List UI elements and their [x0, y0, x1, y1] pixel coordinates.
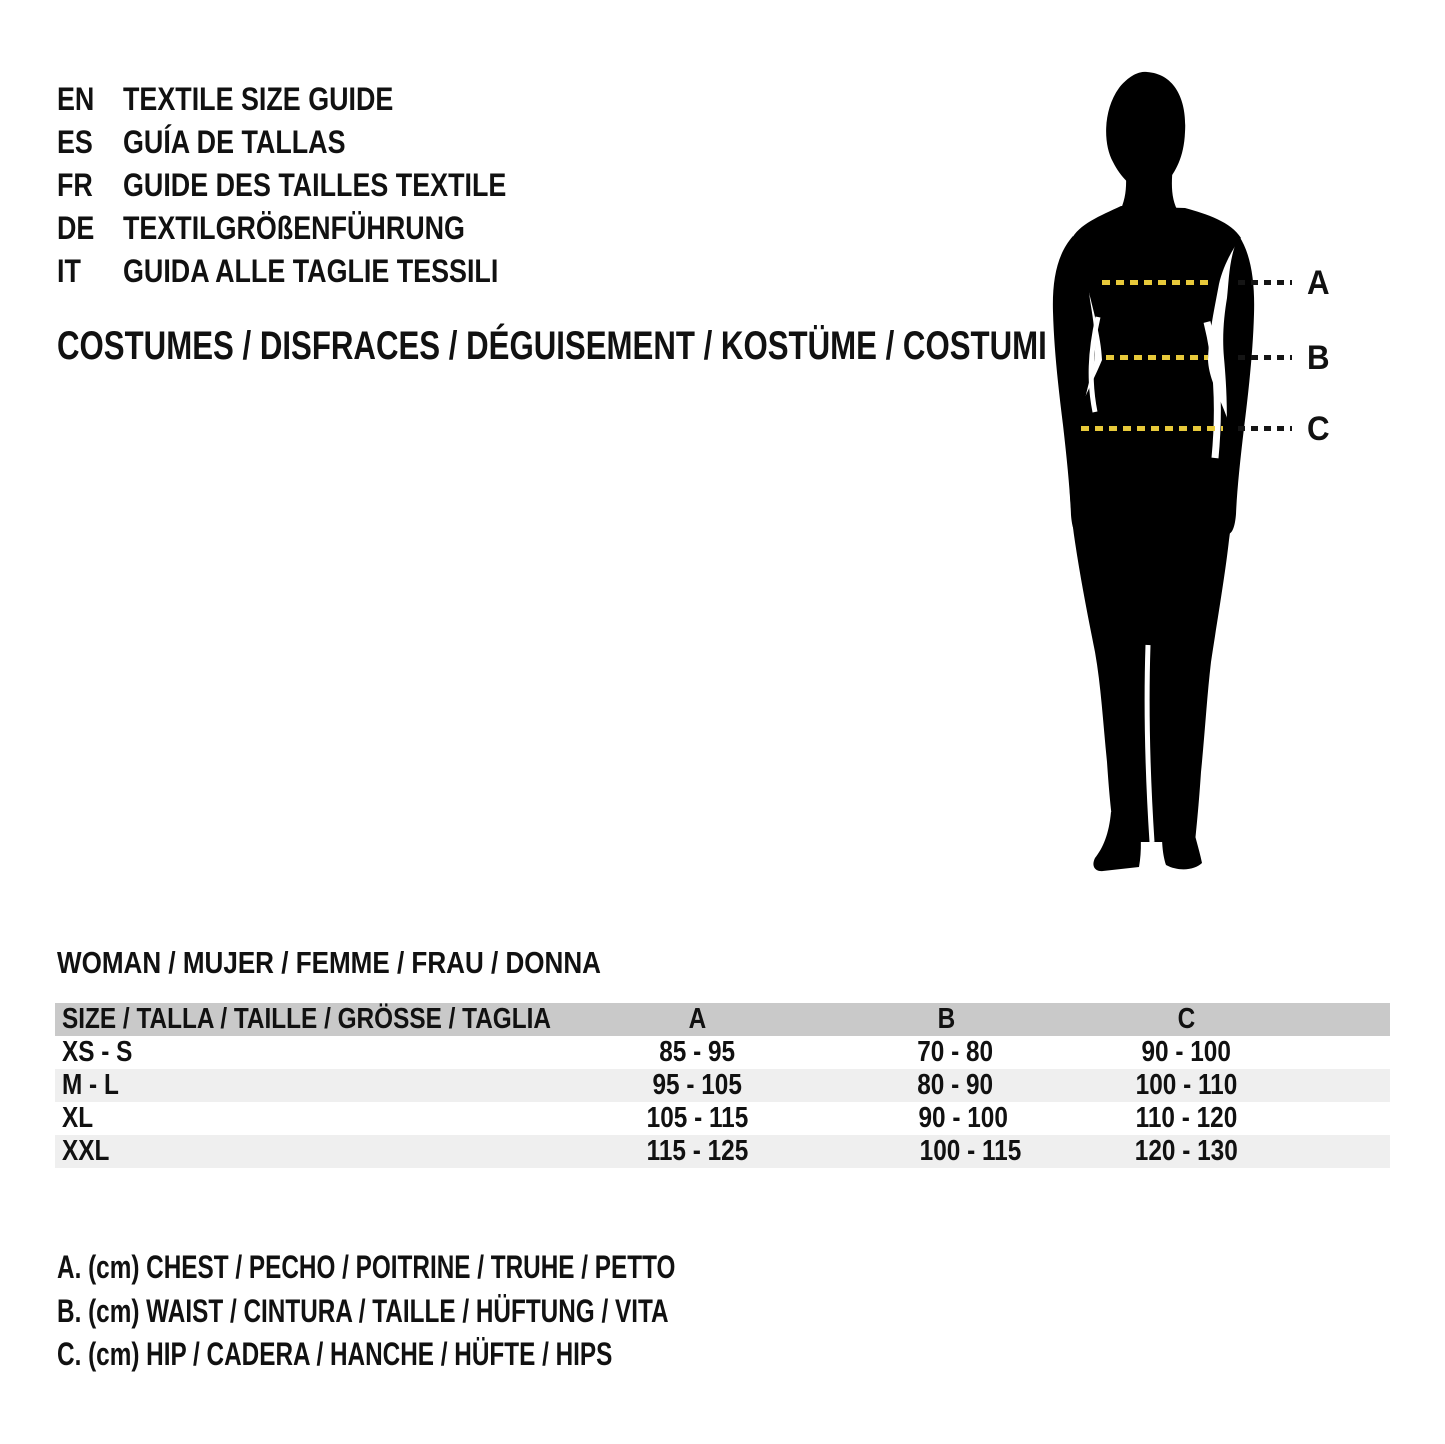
measure-line-c-leader-dashes	[1238, 426, 1292, 431]
lang-code-text: FR	[57, 167, 93, 203]
lang-title	[123, 253, 570, 290]
silhouette-left-foot	[1093, 812, 1140, 871]
lang-row-es	[57, 121, 579, 164]
measure-label-a	[1300, 261, 1336, 305]
silhouette-body	[1069, 206, 1241, 842]
lang-code-text: IT	[57, 253, 81, 289]
cell-size-text: XS - S	[62, 1036, 133, 1068]
section-title-woman	[57, 945, 705, 981]
lang-code-text: DE	[57, 210, 95, 246]
lang-row-en	[57, 78, 579, 121]
category-title-text: COSTUMES / DISFRACES / DÉGUISEMENT / KOSTÜME / COSTUMI	[57, 324, 1047, 368]
cell-a	[484, 1135, 910, 1168]
section-title-text: WOMAN / MUJER / FEMME / FRAU / DONNA	[57, 945, 601, 980]
language-title-list	[57, 78, 579, 293]
lang-title-text: GUIDA ALLE TAGLIE TESSILI	[123, 253, 499, 289]
legend-a-text: A. (cm) CHEST / PECHO / POITRINE / TRUHE / PETTO	[57, 1249, 676, 1285]
cell-a-text: 105 - 115	[646, 1102, 748, 1134]
cell-b-text: 70 - 80	[917, 1036, 994, 1068]
cell-c-text: 90 - 100	[1141, 1036, 1231, 1068]
lang-row-de	[57, 207, 579, 250]
measure-line-c-body-dashes	[1081, 426, 1223, 431]
table-row-xxl	[55, 1135, 1390, 1168]
cell-b	[910, 1036, 994, 1069]
lang-title-text: TEXTILE SIZE GUIDE	[123, 81, 394, 117]
header-c-text: C	[1177, 1003, 1195, 1035]
cell-a	[484, 1036, 910, 1069]
header-cell-size	[55, 1003, 551, 1036]
size-table	[55, 1003, 1390, 1168]
header-a-text: A	[688, 1003, 706, 1035]
cell-size	[55, 1036, 484, 1069]
measure-label-b-text: B	[1306, 339, 1330, 377]
woman-silhouette	[1045, 70, 1260, 875]
measure-line-b-body-dashes	[1106, 355, 1208, 360]
cell-a-text: 115 - 125	[646, 1135, 748, 1167]
header-b-text: B	[937, 1003, 955, 1035]
cell-b-text: 80 - 90	[917, 1069, 994, 1101]
table-row-xl	[55, 1102, 1390, 1135]
legend-b-text: B. (cm) WAIST / CINTURA / TAILLE / HÜFTUNG / VITA	[57, 1292, 669, 1329]
measure-label-a-text: A	[1306, 264, 1330, 302]
cell-c	[982, 1102, 1390, 1135]
lang-code	[57, 210, 123, 247]
cell-a	[484, 1102, 910, 1135]
cell-b	[910, 1102, 1008, 1135]
cell-a	[484, 1069, 910, 1102]
cell-size-text: XL	[62, 1102, 94, 1134]
measure-line-a-body-dashes	[1102, 280, 1212, 285]
cell-size	[55, 1135, 484, 1168]
cell-b	[910, 1135, 1022, 1168]
measure-label-b	[1300, 336, 1336, 380]
measure-line-a-leader-dashes	[1238, 280, 1292, 285]
cell-size	[55, 1102, 484, 1135]
lang-title-text: GUÍA DE TALLAS	[123, 124, 346, 160]
measurement-legend	[57, 1246, 871, 1377]
legend-c-text: C. (cm) HIP / CADERA / HANCHE / HÜFTE / HIPS	[57, 1336, 613, 1372]
header-cell-c	[982, 1003, 1390, 1036]
cell-size	[55, 1069, 484, 1102]
measure-label-c	[1300, 407, 1336, 451]
lang-code-text: EN	[57, 81, 95, 117]
cell-c-text: 100 - 110	[1135, 1069, 1237, 1101]
header-size-text: SIZE / TALLA / TAILLE / GRÖSSE / TAGLIA	[62, 1003, 551, 1035]
legend-line-c	[57, 1333, 871, 1377]
table-row-xs-s	[55, 1036, 1390, 1069]
table-row-m-l	[55, 1069, 1390, 1102]
cell-c-text: 120 - 130	[1134, 1135, 1238, 1167]
cell-size-text: XXL	[62, 1135, 110, 1167]
cell-a-text: 85 - 95	[659, 1036, 735, 1068]
measure-line-b-leader-dashes	[1238, 355, 1292, 360]
legend-line-b	[57, 1290, 871, 1334]
cell-b-text: 90 - 100	[918, 1102, 1008, 1134]
cell-b	[910, 1069, 994, 1102]
cell-c	[982, 1036, 1390, 1069]
lang-row-fr	[57, 164, 579, 207]
header-cell-b	[910, 1003, 982, 1036]
cell-a-text: 95 - 105	[652, 1069, 742, 1101]
lang-code-text: ES	[57, 124, 93, 160]
size-table-header-row	[55, 1003, 1390, 1036]
lang-title-text: GUIDE DES TAILLES TEXTILE	[123, 167, 507, 203]
lang-title	[123, 167, 579, 204]
legend-line-a	[57, 1246, 871, 1290]
lang-title-text: TEXTILGRÖßENFÜHRUNG	[123, 210, 465, 246]
cell-b-text: 100 - 115	[919, 1135, 1022, 1167]
lang-title	[123, 81, 445, 118]
lang-code	[57, 253, 123, 290]
lang-title	[123, 210, 530, 247]
lang-code	[57, 81, 123, 118]
cell-c	[982, 1135, 1390, 1168]
cell-size-text: M - L	[62, 1069, 119, 1101]
lang-title	[123, 124, 388, 161]
lang-code	[57, 167, 123, 204]
cell-c-text: 110 - 120	[1135, 1102, 1237, 1134]
measure-label-c-text: C	[1306, 410, 1330, 448]
cell-c	[982, 1069, 1390, 1102]
silhouette-neck	[1119, 165, 1179, 213]
lang-code	[57, 124, 123, 161]
lang-row-it	[57, 250, 579, 293]
